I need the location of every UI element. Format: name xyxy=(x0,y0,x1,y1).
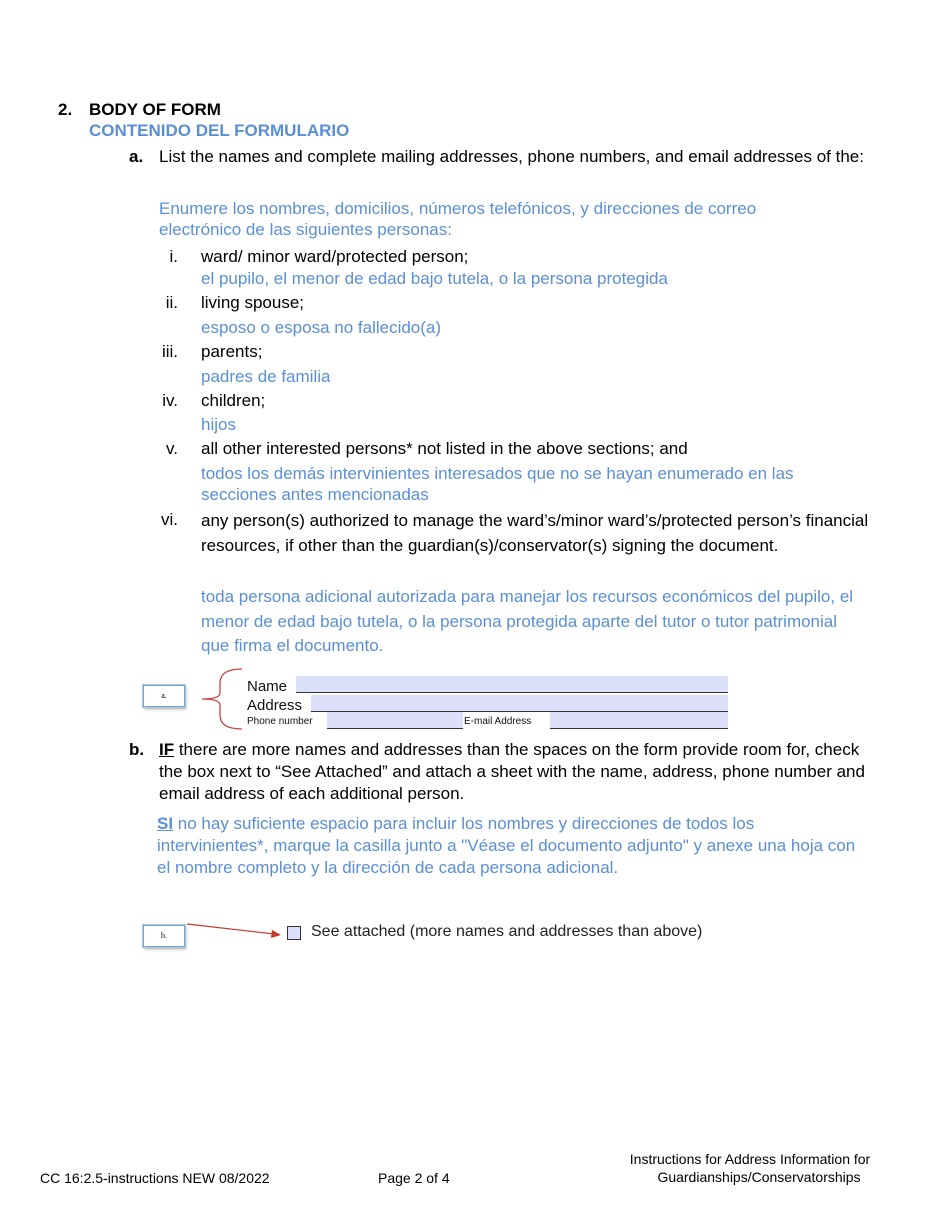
item-b-body: there are more names and addresses than the spaces on the form provide room for, check the box next to “See Attached” and attach a sheet with the name, address, phone number and email address of each additional person. xyxy=(159,740,865,803)
footer-title-line1: Instructions for Address Information for xyxy=(629,1151,871,1167)
list-item-number: iv. xyxy=(162,391,178,410)
list-item-en: living spouse; xyxy=(201,293,305,312)
address-label: Address xyxy=(247,697,303,714)
name-label: Name xyxy=(247,678,288,695)
item-b-letter: b. xyxy=(129,740,145,759)
list-item-es: el pupilo, el menor de edad bajo tutela, o la persona protegida xyxy=(201,269,668,288)
list-item-es: todos los demás intervinientes interesados que no se hayan enumerado en las secciones antes mencionadas xyxy=(201,464,794,504)
list-item-es: hijos xyxy=(201,415,236,434)
phone-label: Phone number xyxy=(247,716,313,727)
list-item-number: i. xyxy=(169,247,178,266)
section-title: BODY OF FORM xyxy=(89,100,221,119)
item-a-text: List the names and complete mailing addresses, phone numbers, and email addresses of the: xyxy=(159,147,864,166)
callout-b: b. xyxy=(143,925,185,947)
arrow-icon xyxy=(184,920,284,942)
item-b-text xyxy=(159,739,887,805)
list-item-es: toda persona adicional autorizada para manejar los recursos económicos del pupilo, el menor de edad bajo tutela, o la persona protegida aparte del tutor o tutor patrimonial que firma el documento. xyxy=(201,587,854,655)
item-a-letter: a. xyxy=(129,147,144,166)
see-attached-label: See attached (more names and addresses than above) xyxy=(311,923,703,940)
name-field[interactable] xyxy=(296,676,728,693)
list-item-en: ward/ minor ward/protected person; xyxy=(201,247,469,266)
email-field[interactable] xyxy=(550,712,728,729)
if-word: IF xyxy=(159,740,175,759)
item-a-text-es: Enumere los nombres, domicilios, números telefónicos, y direcciones de correo electrónico de las siguientes personas: xyxy=(159,199,757,239)
item-b-body-es: no hay suficiente espacio para incluir los nombres y direcciones de todos los intervinientes*, marque la casilla junto a "Véase el documento adjunto" y anexe una hoja con el nombre completo y la dirección de cada persona adicional. xyxy=(157,814,856,877)
list-item-number: ii. xyxy=(165,293,178,312)
list-item-number: iii. xyxy=(161,342,178,361)
list-item-es: padres de familia xyxy=(201,367,331,386)
footer-title-line2: Guardianships/Conservatorships xyxy=(657,1169,861,1185)
address-field[interactable] xyxy=(311,695,728,712)
section-number: 2. xyxy=(58,100,73,119)
list-item-en: children; xyxy=(201,391,266,410)
item-b-text-es xyxy=(157,813,857,879)
list-item-es: esposo o esposa no fallecido(a) xyxy=(201,318,442,337)
list-item-en: any person(s) authorized to manage the ward’s/minor ward’s/protected person’s financial resources, if other than the guardian(s)/conservator(s) signing the document. xyxy=(201,511,869,555)
footer-form-id: CC 16:2.5-instructions NEW 08/2022 xyxy=(40,1170,270,1186)
section-title-es: CONTENIDO DEL FORMULARIO xyxy=(89,121,350,140)
list-item-en: parents; xyxy=(201,342,263,361)
callout-a: a. xyxy=(143,685,185,707)
phone-field[interactable] xyxy=(327,712,463,729)
email-label: E-mail Address xyxy=(464,716,532,727)
see-attached-checkbox[interactable] xyxy=(287,926,301,940)
footer-page-number: Page 2 of 4 xyxy=(378,1170,450,1186)
list-item-en: all other interested persons* not listed in the above sections; and xyxy=(201,439,688,458)
si-word: SI xyxy=(157,814,174,833)
brace-icon xyxy=(198,667,246,731)
footer-title xyxy=(590,1150,910,1186)
list-item-number: v. xyxy=(166,439,178,458)
list-item-number: vi. xyxy=(161,510,178,529)
